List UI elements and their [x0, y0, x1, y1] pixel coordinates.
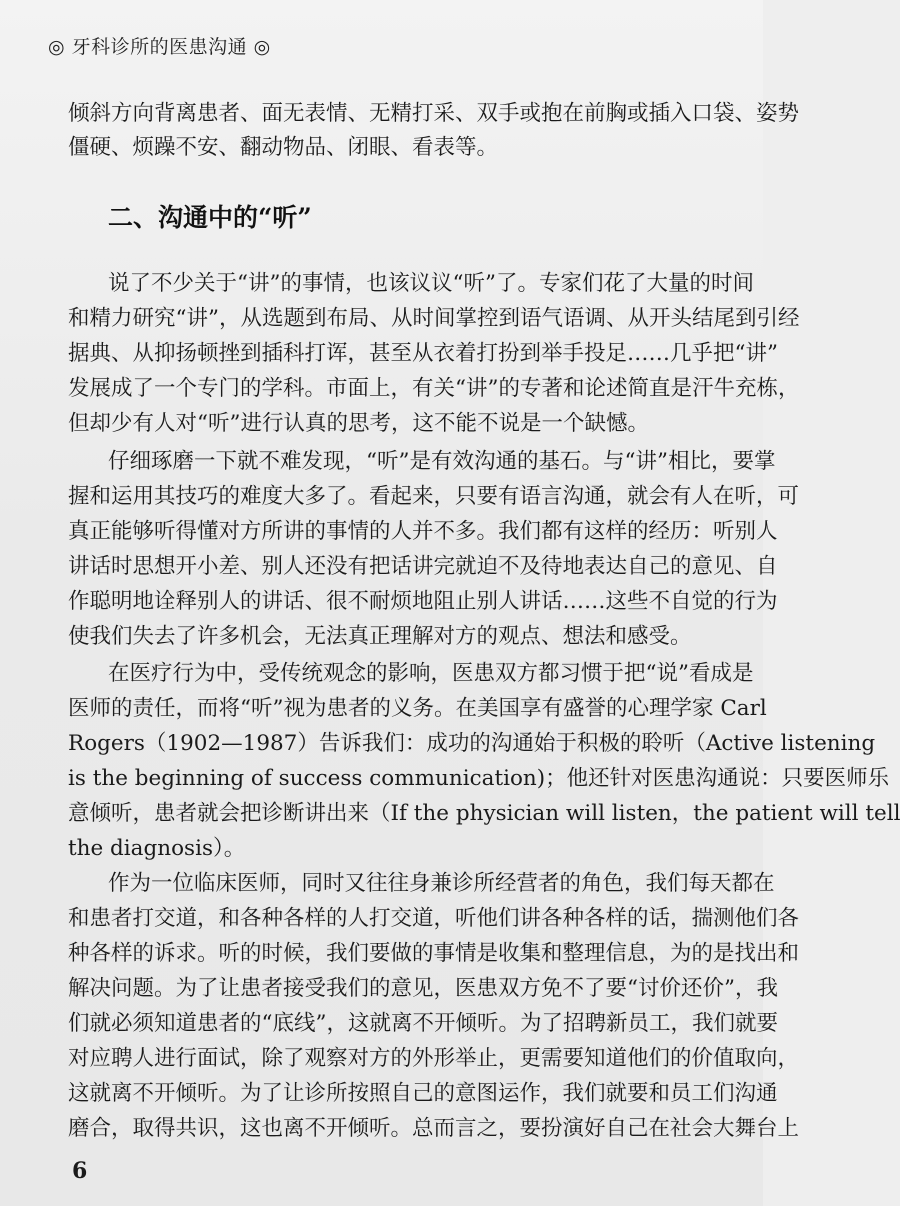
paragraph-2-line: 作聪明地诠释别人的讲话、很不耐烦地阻止别人讲话……这些不自觉的行为 — [68, 589, 778, 614]
paragraph-4-line: 种各样的诉求。听的时候，我们要做的事情是收集和整理信息，为的是找出和 — [68, 941, 800, 966]
intro-line: 倾斜方向背离患者、面无表情、无精打采、双手或抱在前胸或插入口袋、姿势 — [68, 101, 800, 126]
paragraph-3-line: 意倾听，患者就会把诊断讲出来（If the physician will listen，the patient will tell — [68, 801, 900, 826]
paragraph-4-line: 作为一位临床医师，同时又往往身兼诊所经营者的角色，我们每天都在 — [108, 871, 775, 896]
paragraph-4-line: 这就离不开倾听。为了让诊所按照自己的意图运作，我们就要和员工们沟通 — [68, 1081, 778, 1106]
paragraph-2-line: 仔细琢磨一下就不难发现，“听”是有效沟通的基石。与“讲”相比，要掌 — [108, 449, 776, 474]
page-number: 6 — [72, 1158, 88, 1184]
paragraph-4-line: 和患者打交道，和各种各样的人打交道，听他们讲各种各样的话，揣测他们各 — [68, 906, 800, 931]
paragraph-2-line: 讲话时思想开小差、别人还没有把话讲完就迫不及待地表达自己的意见、自 — [68, 554, 778, 579]
paragraph-4-line: 对应聘人进行面试，除了观察对方的外形举止，更需要知道他们的价值取向， — [68, 1046, 800, 1071]
running-header: ◎ 牙科诊所的医患沟通 ◎ — [48, 36, 271, 58]
paragraph-2-line: 使我们失去了许多机会，无法真正理解对方的观点、想法和感受。 — [68, 624, 692, 649]
paragraph-1-line: 但却少有人对“听”进行认真的思考，这不能不说是一个缺憾。 — [68, 411, 649, 436]
paragraph-1-line: 和精力研究“讲”，从选题到布局、从时间掌控到语气语调、从开头结尾到引经 — [68, 306, 800, 331]
paragraph-4-line: 磨合，取得共识，这也离不开倾听。总而言之，要扮演好自己在社会大舞台上 — [68, 1116, 800, 1141]
paragraph-4-line: 解决问题。为了让患者接受我们的意见，医患双方免不了要“讨价还价”，我 — [68, 976, 778, 1001]
paragraph-3-line: Rogers（1902—1987）告诉我们：成功的沟通始于积极的聆听（Active listening — [68, 731, 876, 756]
section-heading: 二、沟通中的“听” — [108, 203, 312, 232]
paragraph-2-line: 握和运用其技巧的难度大多了。看起来，只要有语言沟通，就会有人在听，可 — [68, 484, 800, 509]
paragraph-1-line: 发展成了一个专门的学科。市面上，有关“讲”的专著和论述简直是汗牛充栋， — [68, 376, 800, 401]
intro-line: 僵硬、烦躁不安、翻动物品、闭眼、看表等。 — [68, 135, 499, 160]
paragraph-2-line: 真正能够听得懂对方所讲的事情的人并不多。我们都有这样的经历：听别人 — [68, 519, 778, 544]
paragraph-1-line: 说了不少关于“讲”的事情，也该议议“听”了。专家们花了大量的时间 — [108, 271, 754, 296]
paragraph-3-line: 医师的责任，而将“听”视为患者的义务。在美国享有盛誉的心理学家 Carl — [68, 696, 767, 721]
paragraph-4-line: 们就必须知道患者的“底线”，这就离不开倾听。为了招聘新员工，我们就要 — [68, 1011, 778, 1036]
paragraph-1-line: 据典、从抑扬顿挫到插科打诨，甚至从衣着打扮到举手投足……几乎把“讲” — [68, 341, 778, 366]
paragraph-3-line: the diagnosis）。 — [68, 836, 246, 861]
paragraph-3-line: 在医疗行为中，受传统观念的影响，医患双方都习惯于把“说”看成是 — [108, 661, 754, 686]
paragraph-3-line: is the beginning of success communication)；他还针对医患沟通说：只要医师乐 — [68, 766, 890, 791]
